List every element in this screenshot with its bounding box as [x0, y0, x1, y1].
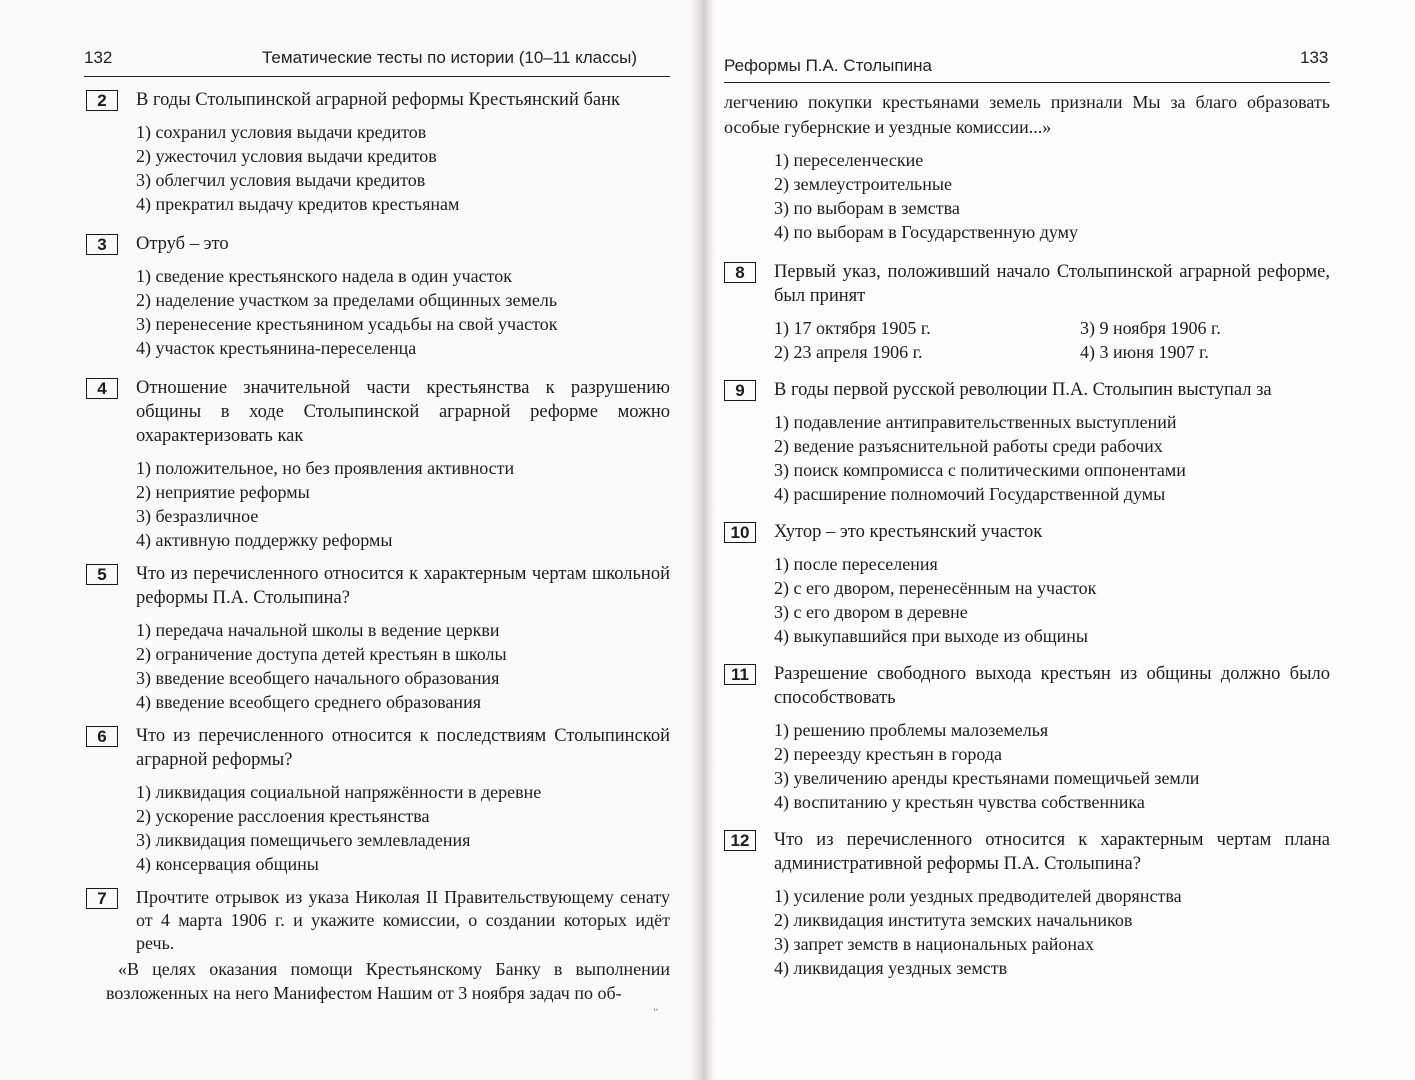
question-number-badge: 12: [724, 830, 756, 851]
answer-option: 1) ликвидация социальной напряжённости в деревне: [136, 782, 542, 802]
answer-option: 2) ускорение расслоения крестьянства: [136, 806, 430, 826]
answer-option: 2) неприятие реформы: [136, 482, 310, 502]
question-number-badge: 6: [86, 726, 118, 747]
question-12: [724, 828, 1330, 980]
answer-option: 3) облегчил условия выдачи кредитов: [136, 170, 426, 190]
answer-option: 3) поиск компромисса с политическими оппонентами: [774, 460, 1186, 480]
answer-option: 4) активную поддержку реформы: [136, 530, 393, 550]
question-number-badge: 5: [86, 564, 118, 585]
question-number-badge: 7: [86, 888, 118, 909]
page-bottom-mark: ᵕ: [654, 1002, 658, 1017]
answer-option: 1) сведение крестьянского надела в один участок: [136, 266, 512, 286]
question-8: [724, 260, 1330, 364]
answer-option: 2) ужесточил условия выдачи кредитов: [136, 146, 437, 166]
decree-quote: «В целях оказания помощи Крестьянскому Банку в выполнении возложенных на него Манифестом Нашим от 3 ноября задач по об-: [106, 959, 670, 1003]
question-7-options: [724, 148, 1330, 244]
answer-option: 1) передача начальной школы в ведение церкви: [136, 620, 500, 640]
answer-option: 4) по выборам в Государственную думу: [774, 222, 1079, 242]
answer-option: 1) сохранил условия выдачи кредитов: [136, 122, 427, 142]
left-column: [86, 88, 670, 1005]
answer-option: 3) с его двором в деревне: [774, 602, 968, 622]
answer-options: [136, 120, 670, 216]
question-11: [724, 662, 1330, 814]
book-gutter: [690, 0, 716, 1080]
answer-options: [136, 780, 670, 876]
answer-options: [774, 552, 1330, 648]
answer-option: 3) введение всеобщего начального образования: [136, 668, 500, 688]
answer-option: 2) с его двором, перенесённым на участок: [774, 578, 1097, 598]
left-running-title: Тематические тесты по истории (10–11 классы): [262, 48, 638, 67]
answer-options: [136, 618, 670, 714]
question-number-badge: 9: [724, 380, 756, 401]
left-header-rule: [84, 76, 670, 77]
question-text: В годы Столыпинской аграрной реформы Крестьянский банк: [136, 90, 620, 110]
question-number-badge: 3: [86, 234, 118, 255]
answer-option: 3) запрет земств в национальных районах: [774, 934, 1095, 954]
answer-option: 4) расширение полномочий Государственной думы: [774, 484, 1166, 504]
question-text: Первый указ, положивший начало Столыпинской аграрной реформе, был принят: [774, 262, 1330, 306]
answer-option: 4) выкупавшийся при выходе из общины: [774, 626, 1089, 646]
question-text: В годы первой русской революции П.А. Столыпин выступал за: [774, 380, 1272, 400]
answer-options: [774, 884, 1330, 980]
answer-option: 4) введение всеобщего среднего образования: [136, 692, 481, 712]
question-text: Что из перечисленного относится к характерным чертам плана административной реформы П.А. Столыпина?: [774, 830, 1330, 874]
answer-option: 4) участок крестьянина-переселенца: [136, 338, 417, 358]
answer-options: [136, 264, 670, 360]
answer-option: 2) переезду крестьян в города: [774, 744, 1002, 764]
answer-option: 1) решению проблемы малоземелья: [774, 720, 1049, 740]
question-7: [86, 886, 670, 955]
question-6: [86, 724, 670, 876]
answer-option: 2) ликвидация института земских начальников: [774, 910, 1133, 930]
question-number-badge: 11: [724, 664, 756, 685]
answer-option: 4) воспитанию у крестьян чувства собственника: [774, 792, 1145, 812]
question-number-badge: 4: [86, 378, 118, 399]
answer-option: 2) ведение разъяснительной работы среди рабочих: [774, 436, 1163, 456]
question-2: [86, 88, 670, 216]
answer-options: [774, 718, 1330, 814]
answer-options: [136, 456, 670, 552]
question-text: Разрешение свободного выхода крестьян из общины должно было способствовать: [774, 664, 1330, 708]
question-9: [724, 378, 1330, 506]
answer-option: 4) консервация общины: [136, 854, 319, 874]
question-text: Отруб – это: [136, 234, 229, 254]
left-page-number: 132: [84, 48, 113, 67]
answer-option: 3) по выборам в земства: [774, 198, 960, 218]
question-10: [724, 520, 1330, 648]
question-number-badge: 8: [724, 262, 756, 283]
answer-options: [774, 316, 1330, 364]
answer-option: 1) 17 октября 1905 г.: [774, 318, 931, 338]
question-text: Отношение значительной части крестьянства к разрушению общины в ходе Столыпинской аграрной реформе можно охарактеризовать как: [136, 378, 670, 446]
answer-option: 1) подавление антиправительственных выступлений: [774, 412, 1177, 432]
right-column: [724, 90, 1330, 980]
right-page-number: 133: [1300, 48, 1329, 67]
question-3: [86, 232, 670, 360]
answer-option: 2) наделение участком за пределами общинных земель: [136, 290, 558, 310]
answer-option: 4) ликвидация уездных земств: [774, 958, 1008, 978]
question-text: Что из перечисленного относится к последствиям Столыпинской аграрной реформы?: [136, 726, 670, 770]
question-text: Что из перечисленного относится к характерным чертам школьной реформы П.А. Столыпина?: [136, 564, 670, 608]
answer-option: 2) 23 апреля 1906 г.: [774, 342, 923, 362]
right-header-rule: [724, 82, 1330, 83]
right-running-title: Реформы П.А. Столыпина: [724, 56, 932, 75]
question-5: [86, 562, 670, 714]
answer-option: 2) землеустроительные: [774, 174, 952, 194]
answer-option: 4) 3 июня 1907 г.: [1080, 342, 1209, 362]
answer-option: 3) ликвидация помещичьего землевладения: [136, 830, 471, 850]
answer-option: 1) положительное, но без проявления активности: [136, 458, 515, 478]
answer-option: 1) усиление роли уездных предводителей дворянства: [774, 886, 1182, 906]
question-text: Прочтите отрывок из указа Николая II Правительствующему сенату от 4 марта 1906 г. и укажите комиссии, о создании которых идёт речь.: [136, 887, 670, 953]
answer-option: 2) ограничение доступа детей крестьян в школы: [136, 644, 507, 664]
answer-option: 3) перенесение крестьянином усадьбы на свой участок: [136, 314, 558, 334]
answer-option: 3) 9 ноября 1906 г.: [1080, 318, 1221, 338]
answer-option: 4) прекратил выдачу кредитов крестьянам: [136, 194, 460, 214]
answer-option: 1) после переселения: [774, 554, 938, 574]
answer-option: 3) увеличению аренды крестьянами помещичьей земли: [774, 768, 1200, 788]
answer-option: 1) переселенческие: [774, 150, 924, 170]
question-number-badge: 2: [86, 90, 118, 111]
answer-options: [774, 410, 1330, 506]
answer-option: 3) безразличное: [136, 506, 259, 526]
question-number-badge: 10: [724, 522, 756, 543]
question-text: Хутор – это крестьянский участок: [774, 522, 1043, 542]
decree-quote-continuation: легчению покупки крестьянами земель признали Мы за благо образовать особые губернские и уездные комиссии...»: [724, 92, 1330, 137]
question-4: [86, 376, 670, 552]
